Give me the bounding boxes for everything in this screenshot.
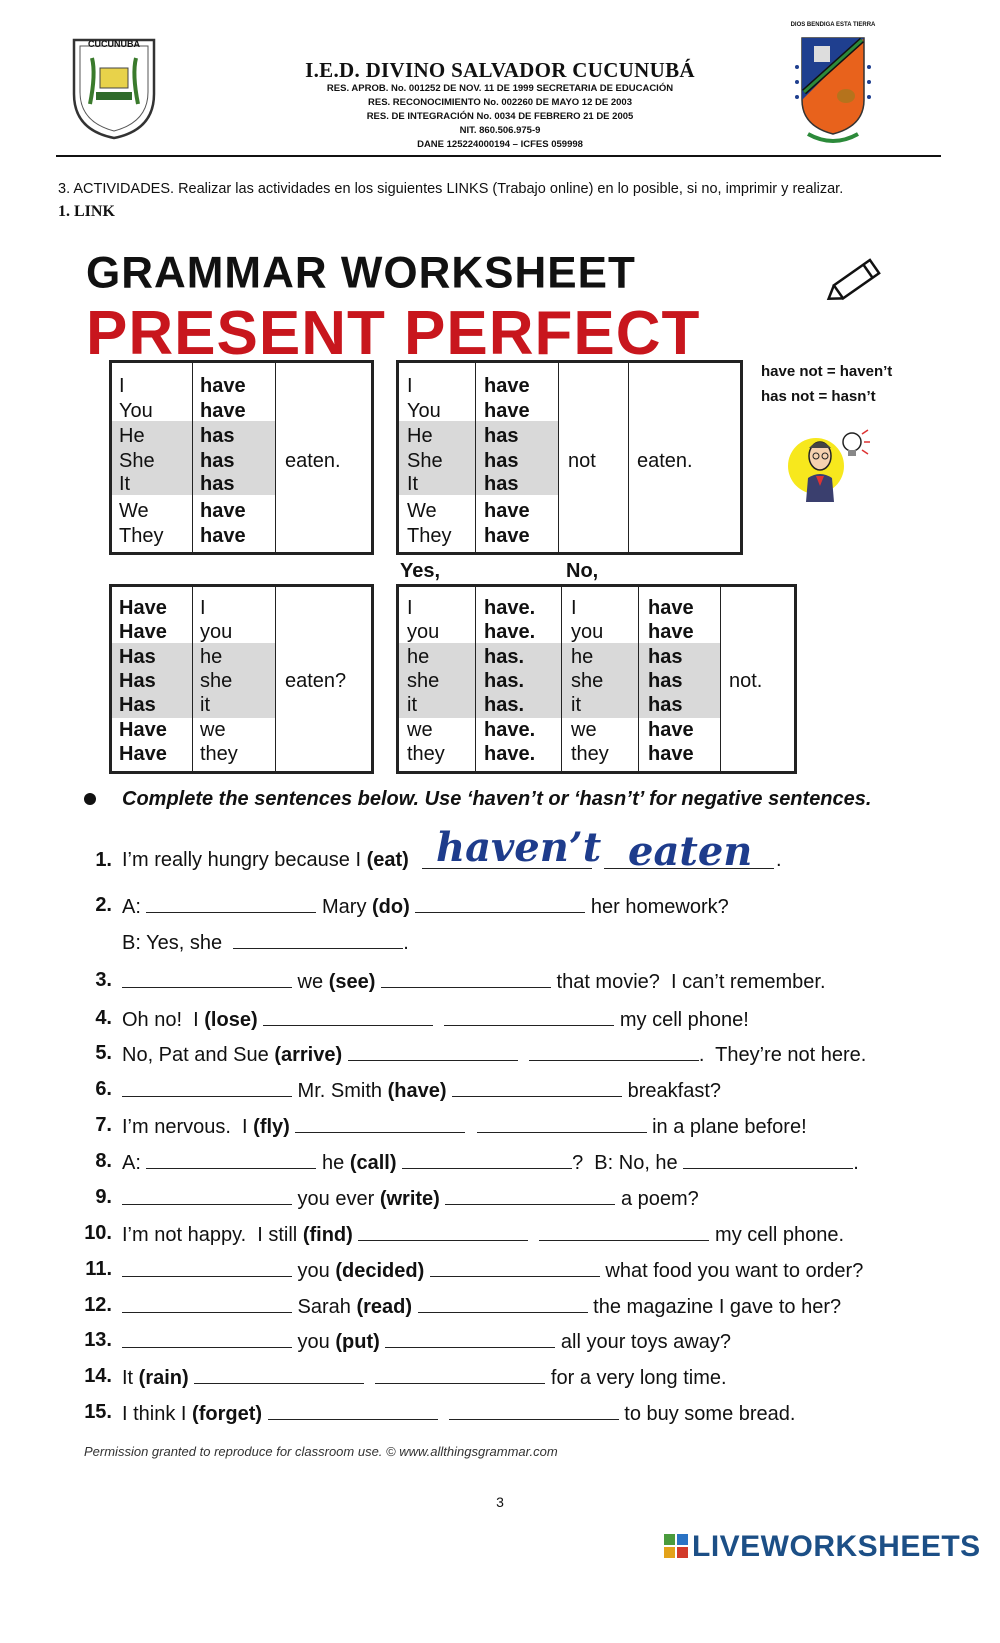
table-cell: she [407,670,440,692]
table-cell: has [484,425,519,447]
pencil-icon [822,252,890,312]
permission-note: Permission granted to reproduce for classroom use. © www.allthingsgrammar.com [84,1444,558,1459]
table-cell: have. [484,621,536,643]
answer-blank[interactable] [233,930,403,949]
table-cell: He [119,425,145,447]
exercise-9: you ever (write) a poem? [122,1186,699,1211]
table-cell: have [648,597,694,619]
school-resolution-line: RES. APROB. No. 001252 DE NOV. 11 DE 1999 SECRETARIA DE EDUCACIÓN [326,83,674,94]
table-cell: It [119,473,131,495]
exercise-13: you (put) all your toys away? [122,1329,731,1354]
exercise-12: Sarah (read) the magazine I gave to her? [122,1294,841,1319]
left-logo-text: CUCUNUBA [88,39,140,49]
table-cell: She [119,450,155,472]
exercise-2: A: Mary (do) her homework? [122,896,729,918]
answer-blank[interactable] [452,1078,622,1097]
table-cell: has [200,425,235,447]
answer-blank[interactable] [122,969,292,988]
table-cell: have. [484,597,536,619]
table-cell: have [200,400,246,422]
exercise-number: 10. [84,1222,112,1244]
worksheet-subtitle: PRESENT PERFECT [86,299,701,368]
exercise-11: you (decided) what food you want to order? [122,1258,863,1283]
school-name: I.E.D. DIVINO SALVADOR CUCUNUBÁ [305,58,695,82]
contraction-note: have not = haven’t [761,363,893,380]
answer-blank[interactable] [415,894,585,913]
answer-blank[interactable] [402,1150,572,1169]
table-cell: has. [484,694,525,716]
table-cell: it [200,694,210,716]
table-cell: have [484,375,530,397]
table-cell: Has [119,694,156,716]
table-cell: Have [119,621,167,643]
table-cell: have [200,525,246,547]
exercise-number: 4. [95,1007,112,1029]
answer-blank[interactable] [146,894,316,913]
exercise-number: 15. [84,1401,112,1423]
table-cell: have [484,500,530,522]
answer-blank[interactable] [529,1042,699,1061]
table-cell: they [571,743,609,765]
page-number: 3 [496,1494,504,1510]
table-cell: Has [119,670,156,692]
exercise-number: 9. [95,1186,112,1208]
table-cell: have [648,719,694,741]
school-nit-line: NIT. 860.506.975-9 [459,125,541,136]
table-cell: has. [484,670,525,692]
answer-blank[interactable] [268,1401,438,1420]
answer-blank[interactable] [381,969,551,988]
question-table [109,584,374,774]
table-cell: he [571,646,594,668]
liveworksheets-logo-icon [664,1534,688,1558]
table-cell: she [200,670,233,692]
table-cell: He [407,425,433,447]
table-cell: We [119,500,149,522]
table-cell: they [407,743,445,765]
table-cell: have [200,500,246,522]
table-cell: I [407,375,413,397]
handwritten-answer[interactable]: haven’t [436,824,602,871]
short-answer-table [396,584,797,774]
table-cell: it [407,694,417,716]
table-cell: has [648,694,683,716]
answer-blank[interactable] [375,1365,545,1384]
table-cell: It [407,473,419,495]
exercise-3: we (see) that movie? I can’t remember. [122,969,826,994]
answer-blank[interactable] [295,1114,465,1133]
table-cell: eaten. [637,450,693,472]
activities-instruction: 3. ACTIVIDADES. Realizar las actividades en los siguientes LINKS (Trabajo online) en lo posible, si no, imprimir y realizar. [58,181,844,197]
table-cell: You [407,400,441,422]
table-cell: he [200,646,223,668]
sentence-end: . [776,849,782,871]
answer-blank[interactable] [348,1042,518,1061]
exercise-number: 13. [84,1329,112,1351]
table-cell: have [648,743,694,765]
table-cell: they [200,743,238,765]
table-cell: has [200,450,235,472]
table-cell: not [568,450,596,472]
table-cell: you [571,621,604,643]
exercise-number: 8. [95,1150,112,1172]
table-cell: eaten? [285,670,347,692]
table-cell: have. [484,719,536,741]
answer-blank[interactable] [477,1114,647,1133]
header-divider [56,155,941,157]
answer-blank[interactable] [539,1222,709,1241]
answer-blank[interactable] [122,1078,292,1097]
worksheet-title: GRAMMAR WORKSHEET [86,247,636,298]
exercise-instruction: Complete the sentences below. Use ‘haven’t or ‘hasn’t’ for negative sentences. [122,788,872,810]
answer-blank[interactable] [449,1401,619,1420]
table-cell: have [484,400,530,422]
exercise-8: A: he (call) ? B: No, he . [122,1152,859,1174]
table-cell: it [571,694,581,716]
exercise-number: 11. [85,1258,112,1280]
answer-blank[interactable] [358,1222,528,1241]
affirmative-table [109,360,374,555]
exercise-number: 5. [95,1042,112,1064]
school-resolution-line: RES. DE INTEGRACIÓN No. 0034 DE FEBRERO 21 DE 2005 [366,111,634,122]
exercise-number: 6. [95,1078,112,1100]
table-cell: We [407,500,437,522]
table-cell: She [407,450,443,472]
table-cell: has [648,646,683,668]
answer-blank[interactable] [194,1365,364,1384]
footer-brand[interactable]: LIVEWORKSHEETS [692,1530,981,1563]
answer-blank[interactable] [122,1258,292,1277]
contraction-note: has not = hasn’t [761,388,876,405]
answer-blank[interactable] [122,1294,292,1313]
table-cell: Have [119,719,167,741]
exercise-number: 1. [95,849,112,871]
table-cell: has [648,670,683,692]
exercise-5: No, Pat and Sue (arrive) . They’re not here. [122,1044,867,1066]
negative-table [396,360,743,555]
exercise-6: Mr. Smith (have) breakfast? [122,1078,721,1103]
table-cell: she [571,670,604,692]
table-cell: you [200,621,233,643]
table-cell: we [200,719,226,741]
table-cell: Have [119,597,167,619]
right-crest-motto: DIOS BENDIGA ESTA TIERRA [790,22,876,28]
answer-blank[interactable] [444,1007,614,1026]
table-cell: I [571,597,577,619]
table-cell: eaten. [285,450,341,472]
table-cell: not. [729,670,763,692]
answer-blank[interactable] [146,1150,316,1169]
bullet-icon [84,793,96,805]
table-cell: we [407,719,433,741]
table-cell: has. [484,646,525,668]
table-cell: They [119,525,164,547]
handwritten-answer[interactable]: eaten [628,828,753,875]
link-label[interactable]: 1. LINK [58,203,115,220]
exercise-4: Oh no! I (lose) my cell phone! [122,1009,749,1031]
yes-label: Yes, [400,560,441,582]
exercise-number: 7. [95,1114,112,1136]
exercise-number: 14. [84,1365,112,1387]
answer-blank[interactable] [418,1294,588,1313]
answer-blank[interactable] [122,1186,292,1205]
exercise-15: I think I (forget) to buy some bread. [122,1403,796,1425]
table-cell: I [119,375,125,397]
table-cell: you [407,621,440,643]
table-cell: You [119,400,153,422]
table-cell: have [648,621,694,643]
exercise-number: 12. [84,1294,112,1316]
table-cell: have [484,525,530,547]
table-cell: has [484,473,519,495]
answer-blank[interactable] [122,1329,292,1348]
answer-blank[interactable] [263,1007,433,1026]
school-dane-line: DANE 125224000194 – ICFES 059998 [417,139,583,150]
idea-man-icon [786,426,870,502]
table-cell: have [200,375,246,397]
exercise-number: 2. [95,894,112,916]
answer-blank[interactable] [683,1150,853,1169]
table-cell: has [200,473,235,495]
table-cell: I [407,597,413,619]
table-cell: Has [119,646,156,668]
table-cell: They [407,525,452,547]
table-cell: Have [119,743,167,765]
exercise-number: 3. [95,969,112,991]
school-resolution-line: RES. RECONOCIMIENTO No. 002260 DE MAYO 12 DE 2003 [368,97,632,108]
table-cell: he [407,646,430,668]
exercise-2-answer: B: Yes, she . [122,932,409,954]
exercise-7: I’m nervous. I (fly) in a plane before! [122,1116,807,1138]
table-cell: I [200,597,206,619]
answer-blank[interactable] [445,1186,615,1205]
exercise-1: I’m really hungry because I (eat) [122,849,409,871]
no-label: No, [566,560,599,582]
answer-blank[interactable] [385,1329,555,1348]
answer-blank[interactable] [430,1258,600,1277]
table-cell: have. [484,743,536,765]
exercise-14: It (rain) for a very long time. [122,1367,727,1389]
exercise-10: I’m not happy. I still (find) my cell phone. [122,1224,844,1246]
table-cell: we [571,719,597,741]
table-cell: has [484,450,519,472]
